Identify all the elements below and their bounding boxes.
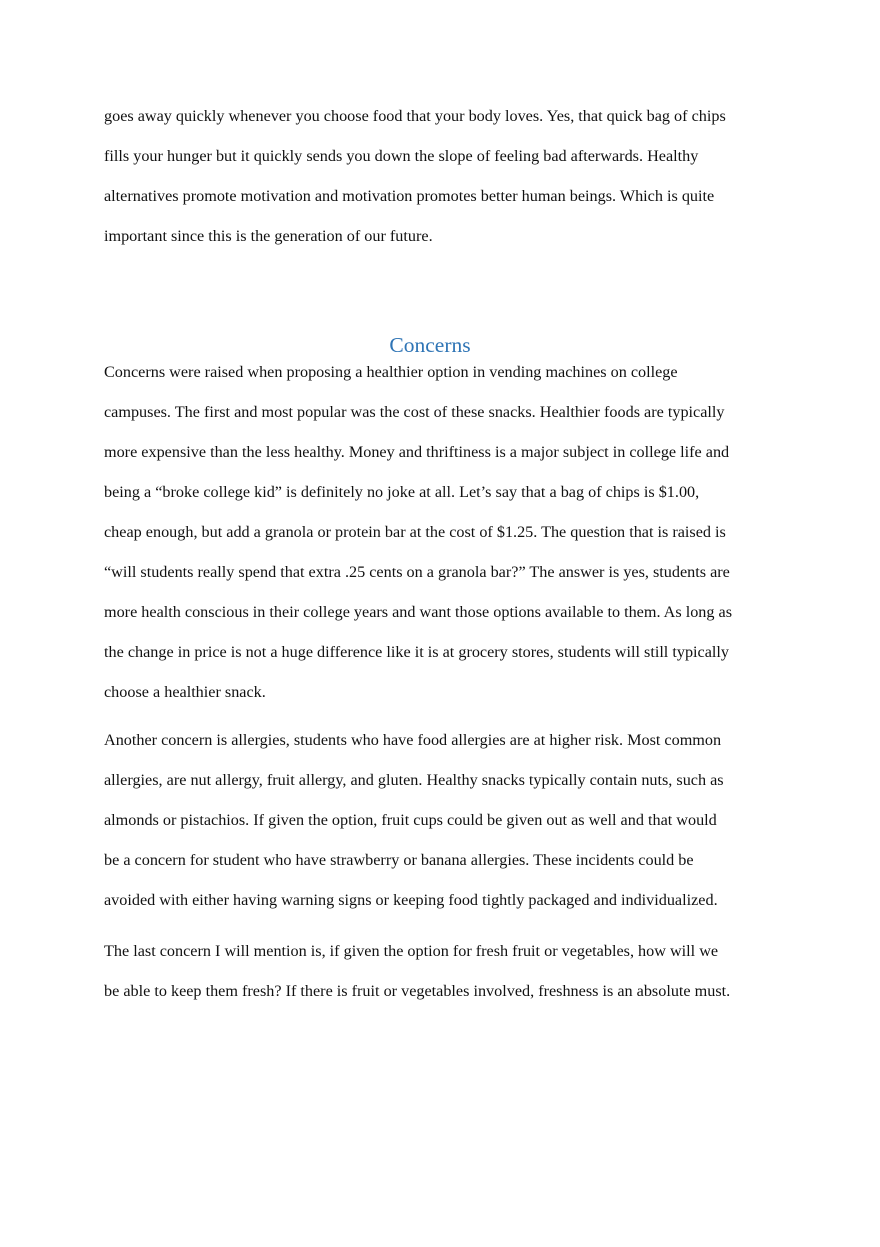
- text-line: The last concern I will mention is, if given the option for fresh fruit or vegetables, how will we: [104, 942, 719, 960]
- text-line: “will students really spend that extra .25 cents on a granola bar?” The answer is yes, students are: [104, 563, 730, 581]
- text-line: the change in price is not a huge difference like it is at grocery stores, students will still typically: [104, 643, 729, 661]
- allergy-concern-paragraph: [104, 720, 784, 920]
- text-line: choose a healthier snack.: [104, 683, 266, 701]
- cost-concern-paragraph: [104, 352, 784, 712]
- text-line: more expensive than the less healthy. Money and thriftiness is a major subject in college life and: [104, 443, 730, 461]
- intro-paragraph: [104, 96, 784, 256]
- text-line: being a “broke college kid” is definitely no joke at all. Let’s say that a bag of chips is $1.00,: [104, 483, 700, 501]
- text-line: Another concern is allergies, students who have food allergies are at higher risk. Most common: [104, 731, 722, 749]
- text-line: be able to keep them fresh? If there is fruit or vegetables involved, freshness is an absolute must.: [104, 982, 731, 1000]
- text-line: goes away quickly whenever you choose food that your body loves. Yes, that quick bag of chips: [104, 107, 726, 125]
- text-line: campuses. The first and most popular was the cost of these snacks. Healthier foods are typically: [104, 403, 725, 421]
- text-line: be a concern for student who have strawberry or banana allergies. These incidents could be: [104, 851, 694, 869]
- text-line: allergies, are nut allergy, fruit allergy, and gluten. Healthy snacks typically contain nuts, such as: [104, 771, 724, 789]
- text-line: important since this is the generation of our future.: [104, 227, 433, 245]
- text-line: more health conscious in their college years and want those options available to them. As long as: [104, 603, 733, 621]
- freshness-concern-paragraph: [104, 931, 784, 1011]
- text-line: avoided with either having warning signs or keeping food tightly packaged and individualized.: [104, 891, 718, 909]
- text-line: fills your hunger but it quickly sends you down the slope of feeling bad afterwards. Healthy: [104, 147, 699, 165]
- text-line: cheap enough, but add a granola or protein bar at the cost of $1.25. The question that is raised is: [104, 523, 726, 541]
- text-line: Concerns were raised when proposing a healthier option in vending machines on college: [104, 363, 678, 381]
- section-heading: Concerns: [389, 333, 471, 357]
- text-line: almonds or pistachios. If given the option, fruit cups could be given out as well and that would: [104, 811, 717, 829]
- text-line: alternatives promote motivation and motivation promotes better human beings. Which is quite: [104, 187, 715, 205]
